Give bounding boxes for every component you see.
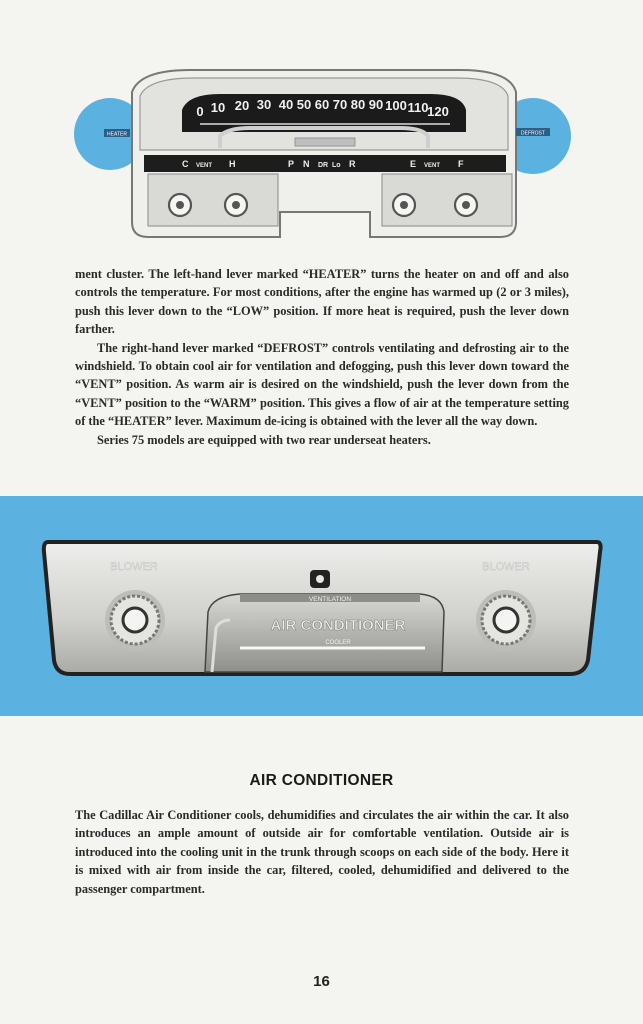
left-blower-label: BLOWER <box>110 561 158 573</box>
ventilation-knob-icon <box>310 570 330 588</box>
speed-tick: 10 <box>210 100 226 115</box>
defrost-scale-e: E <box>410 159 417 169</box>
defrost-lever-label <box>516 128 550 137</box>
right-blower-knob-icon <box>476 590 536 650</box>
speed-tick: 100 <box>385 98 407 113</box>
defrost-scale-vent: VENT <box>424 163 441 169</box>
left-blower-knob-icon <box>105 590 165 650</box>
svg-text:DEFROST: DEFROST <box>521 130 545 137</box>
paragraph: Series 75 models are equipped with two rear underseat heaters. <box>97 432 431 447</box>
speed-tick: 20 <box>234 98 250 113</box>
gear-p: P <box>288 159 295 169</box>
gear-r: R <box>349 159 356 169</box>
speed-tick: 90 <box>368 97 384 112</box>
paragraph: The Cadillac Air Conditioner cools, dehumidifies and circulates the air within the car. It also introduces an ample amount of outside air for comfortable ventilation. Outside air is introduced into the cooling unit in the trunk through scoops on each side of the body. Here it is mixed with air from inside the car, filtered, cooled, dehumidified and delivered to the passenger compartment. <box>75 808 569 896</box>
section-heading: AIR CONDITIONER <box>249 772 394 789</box>
speed-tick: 0 <box>196 104 204 119</box>
speed-tick: 80 <box>350 97 366 112</box>
gear-n: N <box>303 159 310 169</box>
svg-text:HEATER: HEATER <box>107 131 127 138</box>
ventilation-label: VENTILATION <box>308 596 352 603</box>
heater-scale-h: H <box>229 159 236 169</box>
paragraph: ment cluster. The left-hand lever marked “HEATER” turns the heater on and off and also controls the temperature. For most conditions, after the engine has warmed up (2 or 3 miles), push this lever down to the “LOW” position. If more heat is required, push the lever down farther. <box>75 267 569 337</box>
dashboard-illustration <box>70 62 580 242</box>
right-blower-label: BLOWER <box>482 561 530 573</box>
paragraph: The right-hand lever marked “DEFROST” controls ventilating and defrosting air to the windshield. To obtain cool air for ventilation and defogging, push this lever down toward the “VENT” position. As warm air is desired on the windshield, push the lever down from the “VENT” position to the “WARM” position. This gives a flow of air at the temperature setting of the “HEATER” lever. Maximum de-icing is obtained with the lever all the way down. <box>75 340 569 429</box>
heater-scale-vent: VENT <box>196 163 213 169</box>
speed-tick: 60 <box>314 97 330 112</box>
heater-scale-c: C <box>182 159 189 169</box>
speed-tick: 40 <box>278 97 294 112</box>
cooler-label: COOLER <box>325 640 351 646</box>
speed-tick: 120 <box>427 104 449 119</box>
speed-tick: 30 <box>256 97 272 112</box>
speed-tick: 110 <box>407 100 429 115</box>
heater-instructions <box>75 265 569 449</box>
gear-lo: Lo <box>332 162 341 169</box>
speed-tick: 70 <box>332 97 348 112</box>
air-conditioner-panel-illustration <box>40 532 605 682</box>
speed-tick: 50 <box>296 97 312 112</box>
air-conditioner-label: AIR CONDITIONER <box>270 617 406 634</box>
heater-lever-label <box>104 129 130 138</box>
air-conditioner-description <box>75 806 569 898</box>
gear-dr: DR <box>318 162 329 169</box>
defrost-scale-f: F <box>458 159 464 169</box>
page-number: 16 <box>313 973 330 990</box>
